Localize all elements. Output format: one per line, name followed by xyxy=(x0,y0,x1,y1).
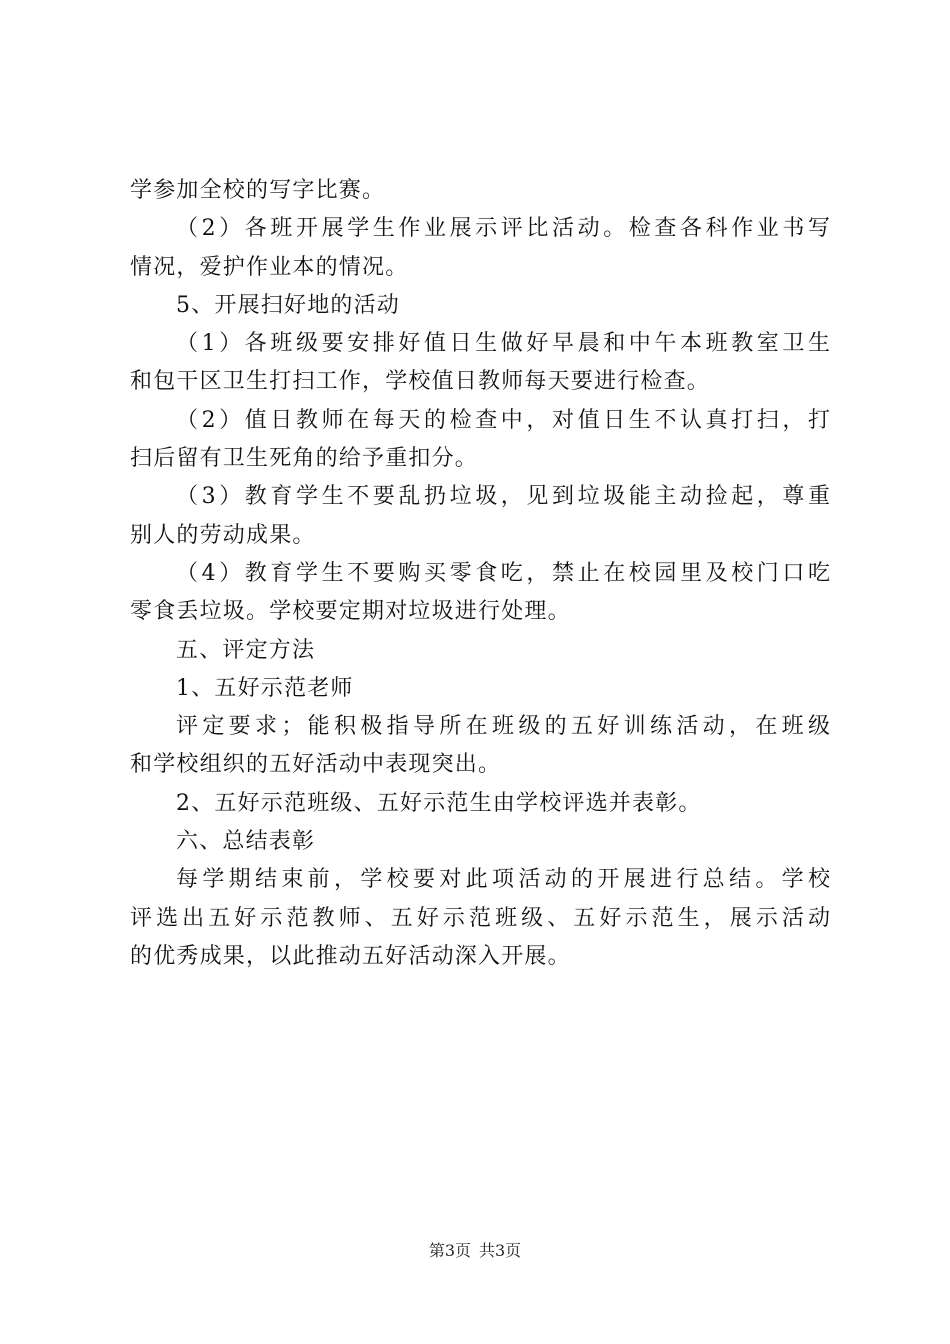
text-line: 的优秀成果，以此推动五好活动深入开展。 xyxy=(130,943,571,969)
text-line: （4）教育学生不要购买零食吃，禁止在校园里及校门口吃 xyxy=(176,560,830,586)
text-line: （1）各班级要安排好值日生做好早晨和中午本班教室卫生 xyxy=(176,331,830,357)
text-line: 评定要求；能积极指导所在班级的五好训练活动，在班级 xyxy=(176,714,830,740)
text-line: 评选出五好示范教师、五好示范班级、五好示范生，展示活动 xyxy=(130,905,830,931)
text-line: 和学校组织的五好活动中表现突出。 xyxy=(130,752,502,778)
text-line: 5、开展扫好地的活动 xyxy=(176,292,400,318)
text-line: 2、五好示范班级、五好示范生由学校评选并表彰。 xyxy=(176,790,702,816)
subsection-heading: 1、五好示范老师 xyxy=(176,675,354,701)
text-line: 和包干区卫生打扫工作，学校值日教师每天要进行检查。 xyxy=(130,369,711,395)
section-heading: 五、评定方法 xyxy=(176,637,316,663)
text-line: 学参加全校的写字比赛。 xyxy=(130,178,386,203)
text-line: 别人的劳动成果。 xyxy=(130,522,316,548)
page-footer xyxy=(0,1241,950,1261)
section-heading: 六、总结表彰 xyxy=(176,829,316,855)
text-line: 扫后留有卫生死角的给予重扣分。 xyxy=(130,446,479,472)
text-line: 情况，爱护作业本的情况。 xyxy=(130,254,409,280)
text-line: （2）值日教师在每天的检查中，对值日生不认真打扫，打 xyxy=(176,407,830,433)
page-total: 共3页 xyxy=(479,1241,522,1260)
text-line: （2）各班开展学生作业展示评比活动。检查各科作业书写 xyxy=(176,216,830,242)
text-line: 零食丢垃圾。学校要定期对垃圾进行处理。 xyxy=(130,599,571,625)
text-line: 每学期结束前，学校要对此项活动的开展进行总结。学校 xyxy=(176,867,830,893)
page-number: 第3页 xyxy=(428,1241,471,1260)
document-body xyxy=(130,172,830,976)
text-line: （3）教育学生不要乱扔垃圾，见到垃圾能主动捡起，尊重 xyxy=(176,484,830,510)
